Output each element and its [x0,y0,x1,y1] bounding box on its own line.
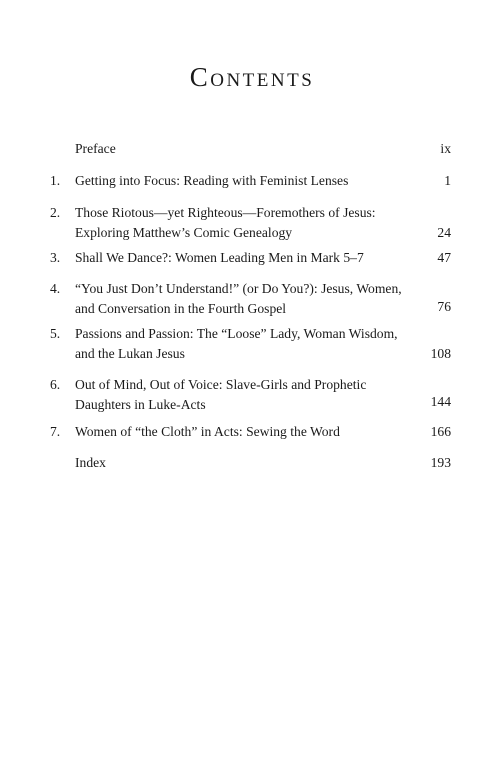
toc-entry-title [75,453,405,473]
toc-entry-title-line: Women of “the Cloth” in Acts: Sewing the Word [75,424,340,439]
toc-entry-number: 1. [50,173,61,188]
toc-entry-title [75,203,405,243]
toc-entry-title-line: Index [75,455,106,470]
toc-entry-title-line: Getting into Focus: Reading with Feminist Lenses [75,173,349,188]
toc-entry-title [75,422,405,442]
toc-entry-title-line: Out of Mind, Out of Voice: Slave-Girls and Prophetic [75,377,367,392]
toc-entry-page: 24 [437,225,451,240]
toc-entry-number: 5. [50,326,61,341]
toc-entry-title-line: Daughters in Luke-Acts [75,397,206,412]
toc-entry-number: 3. [50,250,61,265]
toc-entry-page: 166 [430,424,451,439]
toc-entry-page: 193 [430,455,451,470]
toc-entry-title-line: “You Just Don’t Understand!” (or Do You?): Jesus, Women, [75,281,402,296]
toc-entry-number: 6. [50,377,61,392]
toc-entry-title [75,248,405,268]
toc-entry-page: ix [440,141,451,156]
toc-entry-number: 7. [50,424,61,439]
toc-entry-page: 1 [444,173,451,188]
toc-entry-title [75,375,405,415]
toc-entry-title [75,171,405,191]
toc-entry-title-line: Exploring Matthew’s Comic Genealogy [75,225,293,240]
toc-entry-title-line: Those Riotous—yet Righteous—Foremothers of Jesus: [75,205,376,220]
toc-entry-title [75,324,405,364]
toc-entry-page: 108 [430,346,451,361]
toc-entry-number: 2. [50,205,61,220]
toc-entry-page: 76 [437,299,451,314]
toc-entry-page: 47 [437,250,451,265]
toc-entry-title-line: Shall We Dance?: Women Leading Men in Mark 5–7 [75,250,364,265]
toc-entry-title-line: Passions and Passion: The “Loose” Lady, Woman Wisdom, [75,326,398,341]
toc-entry-title-line: and Conversation in the Fourth Gospel [75,301,287,316]
page-title: Contents [189,62,315,92]
toc-entry-title-line: Preface [75,141,116,156]
toc-entry-title [75,279,405,319]
toc-entry-page: 144 [430,394,451,409]
toc-entry-number: 4. [50,281,61,296]
toc-entry-title [75,139,405,159]
toc-entry-title-line: and the Lukan Jesus [75,346,185,361]
